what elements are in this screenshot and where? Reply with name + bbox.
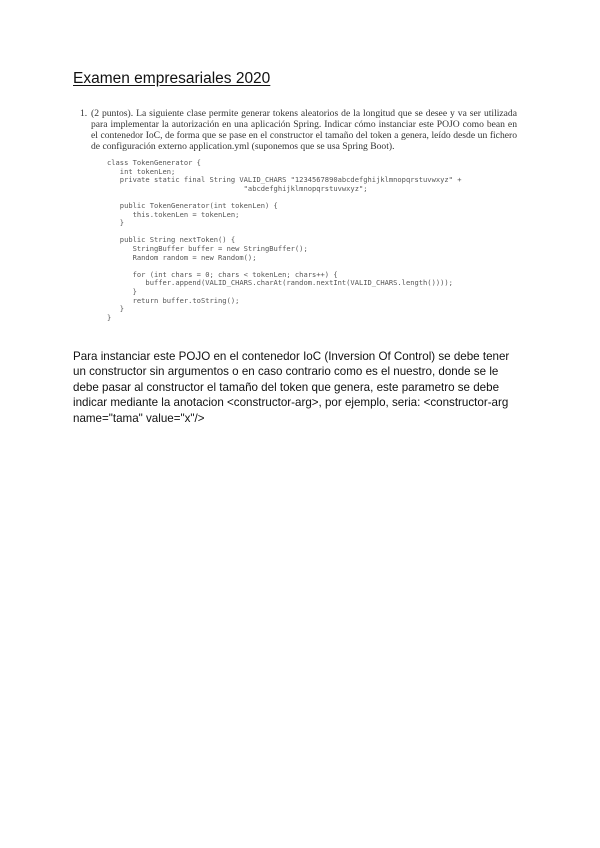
code-listing [107, 158, 462, 322]
code-line: } [107, 286, 137, 296]
code-line: int tokenLen; [107, 166, 176, 176]
code-line: "abcdefghijklmnopqrstuvwxyz"; [107, 183, 368, 193]
code-line: StringBuffer buffer = new StringBuffer(); [107, 243, 308, 253]
page-title: Examen empresariales 2020 [73, 70, 271, 87]
question-1 [80, 108, 517, 152]
question-text: (2 puntos). La siguiente clase permite generar tokens aleatorios de la longitud que se desee y va ser utilizada para implementar la autorización en una aplicación Spring. Indicar cómo instanciar este POJO como bean en el contenedor IoC, de forma que se pase en el constructor el tamaño del token a genera, leído desde un fichero de configuración externo application.yml (suponemos que se usa Spring Boot). [91, 108, 517, 152]
question-number: 1. [80, 108, 88, 119]
code-line: buffer.append(VALID_CHARS.charAt(random.nextInt(VALID_CHARS.length()))); [107, 278, 453, 288]
code-line: } [107, 312, 112, 322]
code-line: class TokenGenerator { [107, 158, 201, 167]
code-line: } [107, 304, 125, 314]
code-line: this.tokenLen = tokenLen; [107, 209, 240, 219]
code-line: public String nextToken() { [107, 235, 236, 245]
code-line: } [107, 218, 125, 228]
answer-text: Para instanciar este POJO en el contenedor IoC (Inversion Of Control) se debe tener un constructor sin argumentos o en caso contrario como es el nuestro, donde se le debe pasar al constructor el tamaño del token que genera, este parametro se debe indicar mediante la anotacion <constructor-arg>, por ejemplo, seria: <constructor-arg name="tama" value="x"/> [73, 350, 510, 425]
code-line: public TokenGenerator(int tokenLen) { [107, 200, 278, 210]
code-line: for (int chars = 0; chars < tokenLen; chars++) { [107, 269, 338, 279]
code-line: Random random = new Random(); [107, 252, 257, 262]
code-line: return buffer.toString(); [107, 295, 240, 305]
code-line: private static final String VALID_CHARS "1234567890abcdefghijklmnopqrstuvwxyz" + [107, 175, 462, 185]
